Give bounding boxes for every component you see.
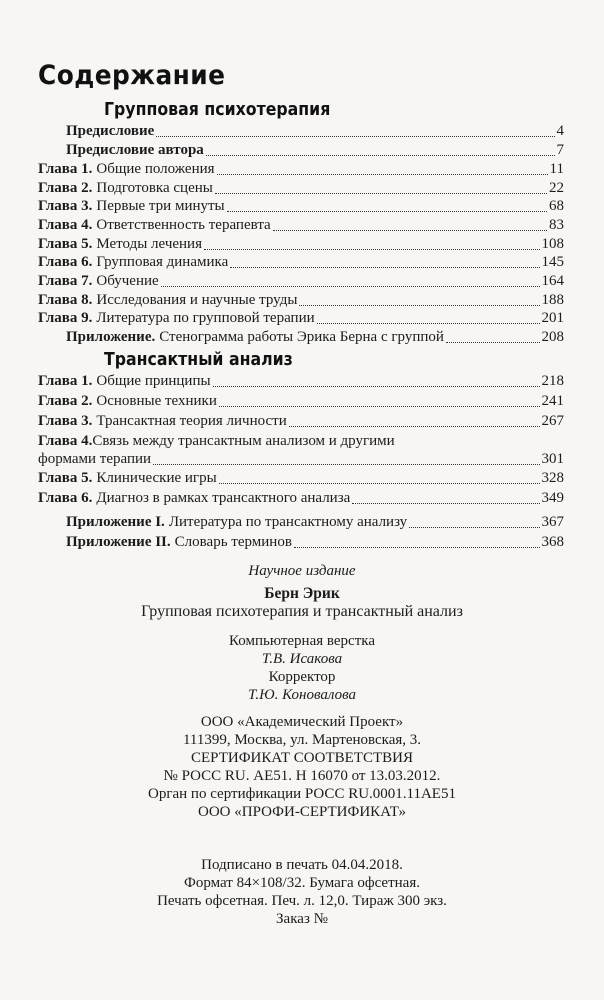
toc-entry-page: 367 [541,514,564,530]
toc-entry-text: Литература по групповой терапии [96,310,315,326]
toc-entry [38,450,564,469]
leader-dots [204,237,540,250]
leader-dots [409,515,539,528]
toc-entry-label: Глава 1. [38,161,93,177]
certification-body: Орган по сертификации РОСС RU.0001.11АЕ51 [148,786,456,802]
toc-entry-text: Диагноз в рамках трансактного анализа [96,490,351,506]
leader-dots [219,394,540,407]
toc-entry-label: Приложение. [66,329,156,345]
toc-entry-page: 83 [549,217,564,233]
certification-company: ООО «ПРОФИ-СЕРТИФИКАТ» [198,804,406,820]
toc-entry-page: 208 [541,329,564,345]
leader-dots [213,374,540,387]
section-title-transactional-analysis: Трансактный анализ [104,350,293,370]
toc-entry-text: Клинические игры [96,470,217,486]
leader-dots [299,293,539,306]
toc-entry-page: 267 [541,413,564,429]
print-details: Печать офсетная. Печ. л. 12,0. Тираж 300 экз. [157,893,447,909]
toc-entry-page: 108 [541,236,564,252]
leader-dots [219,471,540,484]
leader-dots [317,311,540,324]
section-title-group-psychotherapy: Групповая психотерапия [104,100,331,120]
toc-entry-page: 301 [541,451,564,467]
toc-entry [38,160,564,179]
toc-entry-text: Словарь терминов [174,534,292,550]
leader-dots [161,274,540,287]
toc-entry [38,392,564,411]
leader-dots [230,255,539,268]
leader-dots [352,491,539,504]
toc-entry [66,513,564,532]
certificate-number: № РОСС RU. АЕ51. Н 16070 от 13.03.2012. [163,768,441,784]
toc-entry-text: Общие положения [96,161,215,177]
toc-entry-label: Глава 1. [38,373,93,389]
toc-entry-text: Связь между трансактным анализом и другими [92,433,395,449]
contents-title: Содержание [38,60,226,91]
edition-type: Научное издание [248,563,356,579]
toc-entry-first-line [38,432,395,451]
toc-entry [38,372,564,391]
layout-name: Т.В. Исакова [261,651,343,667]
toc-entry-text: Стенограмма работы Эрика Берна с группой [159,329,444,345]
toc-entry-text: формами терапии [38,451,152,467]
publisher-address: 111399, Москва, ул. Мартеновская, 3. [182,732,422,748]
toc-entry-text: Трансактная теория личности [96,413,287,429]
toc-entry-page: 4 [556,123,564,139]
toc-entry-page: 188 [541,292,564,308]
toc-entry [38,197,564,216]
toc-entry-text: Первые три минуты [96,198,225,214]
toc-entry-label: Глава 3. [38,413,93,429]
toc-entry-page: 7 [556,142,564,158]
toc-entry-page: 368 [541,534,564,550]
signed-for-print: Подписано в печать 04.04.2018. [201,857,403,873]
toc-entry-text: Подготовка сцены [96,180,213,196]
toc-entry-text: Предисловие автора [66,142,204,158]
toc-entry-label: Глава 4. [38,217,93,233]
toc-entry-page: 201 [541,310,564,326]
toc-entry-label: Глава 8. [38,292,93,308]
toc-entry-page: 145 [541,254,564,270]
leader-dots [206,143,555,156]
toc-entry-page: 218 [541,373,564,389]
toc-entry [66,533,564,552]
toc-entry [66,328,564,347]
toc-entry-page: 11 [549,161,564,177]
toc-entry-text: Предисловие [66,123,155,139]
toc-entry-label: Глава 5. [38,470,93,486]
toc-entry-text: Литература по трансактному анализу [168,514,408,530]
toc-entry [38,309,564,328]
toc-entry-label: Глава 2. [38,393,93,409]
toc-entry-label: Глава 6. [38,254,93,270]
corrector-name: Т.Ю. Коновалова [247,687,356,703]
leader-dots [156,124,554,137]
toc-entry-label: Приложение I. [66,514,165,530]
toc-entry-text: Обучение [96,273,159,289]
leader-dots [153,452,539,465]
toc-entry-page: 68 [549,198,564,214]
leader-dots [273,218,547,231]
toc-entry-text: Ответственность терапевта [96,217,271,233]
toc-entry [38,179,564,198]
author-name: Берн Эрик [264,585,340,602]
toc-entry-label: Глава 5. [38,236,93,252]
leader-dots [217,162,548,175]
toc-entry [38,291,564,310]
toc-entry-page: 349 [541,490,564,506]
toc-entry [38,489,564,508]
toc-entry-page: 328 [541,470,564,486]
toc-entry-text: Групповая динамика [96,254,229,270]
leader-dots [227,199,547,212]
toc-entry-label: Приложение II. [66,534,171,550]
toc-entry-label: Глава 9. [38,310,93,326]
corrector-label: Корректор [268,669,336,685]
layout-label: Компьютерная верстка [229,633,375,649]
toc-entry-label: Глава 4. [38,433,93,449]
order-number: Заказ № [276,911,328,927]
toc-entry-text: Основные техники [96,393,217,409]
toc-entry-page: 241 [541,393,564,409]
leader-dots [294,535,540,548]
leader-dots [289,414,540,427]
toc-entry-text: Общие принципы [96,373,211,389]
toc-entry [38,272,564,291]
toc-entry [38,235,564,254]
publisher-name: ООО «Академический Проект» [200,714,404,730]
toc-entry [38,216,564,235]
toc-entry-page: 22 [549,180,564,196]
leader-dots [446,330,540,343]
toc-entry [38,412,564,431]
toc-entry [38,469,564,488]
toc-entry-label: Глава 7. [38,273,93,289]
certificate-title: СЕРТИФИКАТ СООТВЕТСТВИЯ [191,750,413,766]
book-title: Групповая психотерапия и трансактный анализ [141,603,463,620]
toc-entry-label: Глава 3. [38,198,93,214]
toc-entry [38,253,564,272]
leader-dots [215,181,547,194]
toc-entry-page: 164 [541,273,564,289]
toc-entry-label: Глава 6. [38,490,93,506]
toc-entry-text: Методы лечения [96,236,202,252]
toc-entry [66,141,564,160]
toc-entry-label: Глава 2. [38,180,93,196]
print-format: Формат 84×108/32. Бумага офсетная. [184,875,420,891]
toc-entry-text: Исследования и научные труды [96,292,298,308]
toc-entry [66,122,564,141]
